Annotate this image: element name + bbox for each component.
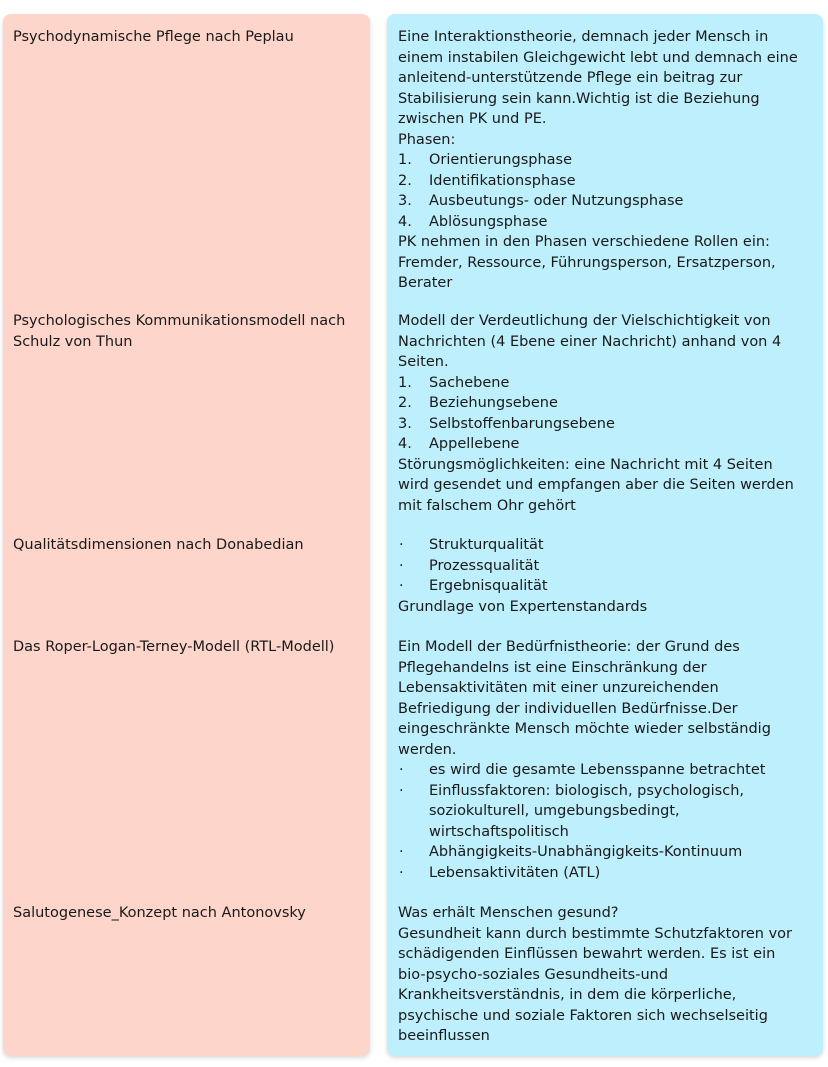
list-marker: 4. [398, 213, 412, 230]
list-marker: 3. [398, 193, 412, 209]
list-marker: · [399, 782, 404, 799]
description-salutogenese [398, 903, 803, 1047]
list-item [398, 434, 803, 455]
list-item-text: Ausbeutungs- oder Nutzungsphase [429, 193, 684, 209]
quality-dimensions-list [398, 535, 803, 597]
list-item-text: Orientierungsphase [429, 152, 573, 168]
description-outro: Störungsmöglichkeiten: eine Nachricht mit 4 Seiten wird gesendet und empfangen aber die Seiten werden mit falschem Ohr gehört [398, 456, 794, 514]
description-body: Gesundheit kann durch bestimmte Schutzfaktoren vor schädigenden Einflüssen bewahrt werden. Es ist ein bio-psycho-soziales Gesundheits-und Krankheitsverständnis, in dem die körperliche, psychische und soziale Faktoren sich wechselseitig beeinflussen [398, 925, 792, 1044]
list-item-text: Abhängigkeits-Unabhängigkeits-Kontinuum [429, 844, 743, 860]
list-item-text: Sachebene [429, 374, 510, 391]
list-item [398, 191, 803, 212]
list-item [398, 781, 803, 843]
term-rtl-modell: Das Roper-Logan-Terney-Modell (RTL-Modell) [13, 639, 335, 655]
term-peplau: Psychodynamische Pflege nach Peplau [13, 29, 294, 45]
description-intro: Modell der Verdeutlichung der Vielschichtigkeit von Nachrichten (4 Ebene einer Nachricht) anhand von 4 Seiten. [398, 313, 782, 370]
term-donabedian: Qualitätsdimensionen nach Donabedian [13, 537, 304, 553]
description-outro: PK nehmen in den Phasen verschiedene Rollen ein: Fremder, Ressource, Führungsperson, Ersatzperson, Berater [398, 234, 776, 291]
list-item-text: Strukturqualität [429, 537, 544, 553]
list-item [398, 863, 803, 884]
description-outro: Grundlage von Expertenstandards [398, 598, 648, 615]
description-intro: Eine Interaktionstheorie, demnach jeder Mensch in einem instabilen Gleichgewicht lebt und demnach eine anleitend-unterstützende Pflege ein beitrag zur Stabilisierung sein kann.Wichtig ist die Beziehung zwischen PK und PE. [398, 29, 798, 127]
list-item [398, 393, 803, 414]
list-marker: 2. [398, 395, 412, 411]
list-marker: · [399, 557, 404, 574]
description-peplau [398, 27, 803, 294]
list-marker: · [399, 578, 404, 594]
description-intro: Was erhält Menschen gesund? [398, 905, 619, 921]
levels-list [398, 373, 803, 455]
list-marker: 1. [398, 152, 412, 168]
list-item [398, 556, 803, 577]
list-item-text: Appellebene [429, 436, 520, 452]
list-item-text: Lebensaktivitäten (ATL) [429, 864, 601, 881]
list-item-text: Selbstoffenbarungsebene [429, 415, 615, 432]
list-item [398, 535, 803, 556]
list-item [398, 842, 803, 863]
list-marker: 1. [398, 374, 412, 391]
term-schulz-von-thun: Psychologisches Kommunikationsmodell nach Schulz von Thun [13, 313, 346, 350]
description-donabedian [398, 535, 803, 617]
list-item-text: Beziehungsebene [429, 395, 558, 411]
description-subheading: Phasen: [398, 131, 456, 148]
list-item-text: Prozessqualität [429, 557, 540, 574]
term-salutogenese: Salutogenese_Konzept nach Antonovsky [13, 905, 306, 921]
list-marker: · [399, 844, 404, 860]
list-item [398, 414, 803, 435]
description-schulz-von-thun [398, 311, 803, 516]
list-marker: · [399, 864, 404, 881]
list-item [398, 150, 803, 171]
list-marker: 2. [398, 172, 412, 189]
phase-list [398, 150, 803, 232]
list-item [398, 171, 803, 192]
list-item [398, 212, 803, 233]
list-item [398, 760, 803, 781]
list-item-text: Ablösungsphase [429, 213, 548, 230]
list-marker: 3. [398, 415, 412, 432]
list-item-text: Ergebnisqualität [429, 578, 548, 594]
description-rtl-modell [398, 637, 803, 883]
list-marker: 4. [398, 436, 412, 452]
list-marker: · [399, 537, 404, 553]
list-marker: · [399, 762, 404, 778]
list-item-text: es wird die gesamte Lebensspanne betrachtet [429, 762, 766, 778]
list-item-text: Einflussfaktoren: biologisch, psychologisch, soziokulturell, umgebungsbedingt, wirtschaftspolitisch [429, 782, 745, 840]
list-item-text: Identifikationsphase [429, 172, 576, 189]
list-item [398, 576, 803, 597]
list-item [398, 373, 803, 394]
rtl-features-list [398, 760, 803, 883]
description-intro: Ein Modell der Bedürfnistheorie: der Grund des Pflegehandelns ist eine Einschränkung der Lebensaktivitäten mit einer unzureichenden Befriedigung der individuellen Bedürfnisse.Der eingeschränkte Mensch möchte wieder selbständig werden. [398, 639, 771, 758]
